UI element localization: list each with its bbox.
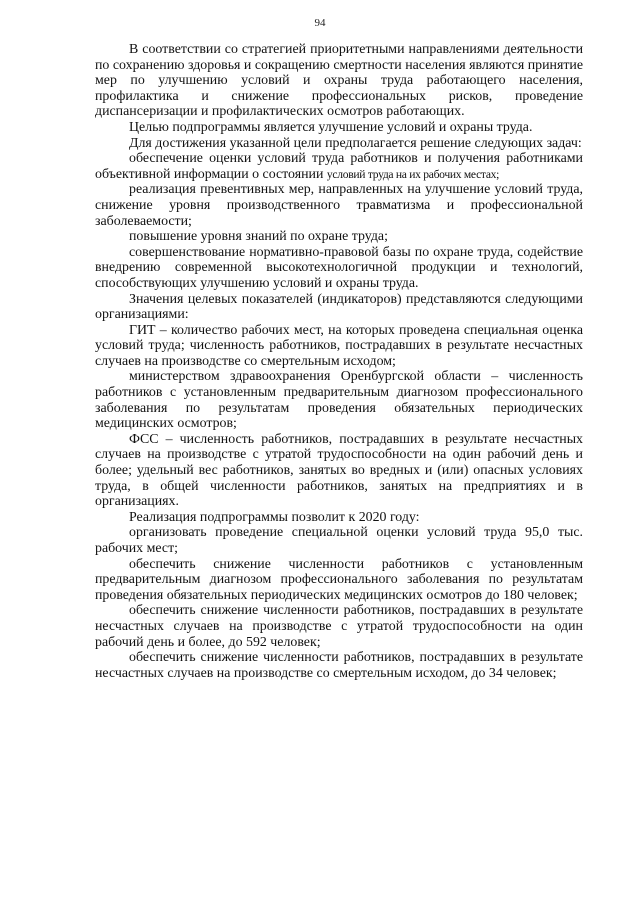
task-assessment-text: обеспечение оценки условий труда работников и получения работниками объективной информации о состоянии xyxy=(95,151,583,182)
result-disability-accidents: обеспечить снижение численности работников, пострадавших в результате несчастных случаев на производстве с утратой трудоспособности на один рабочий день и более, до 592 человек; xyxy=(95,603,583,650)
paragraph-indicators-intro: Значения целевых показателей (индикаторов) представляются следующими организациями: xyxy=(95,291,583,323)
indicator-fss: ФСС – численность работников, пострадавших в результате несчастных случаев на производстве с утратой трудоспособности на один рабочий день и более; удельный вес работников, занятых во вредных и (или) опасных условиях труда, в общей численности работников, занятых на предприятиях и в организациях. xyxy=(95,431,583,510)
body-text xyxy=(95,42,583,681)
result-occupational-disease: обеспечить снижение численности работников с установленным предварительным диагнозом профессионального заболевания по результатам проведения обязательных периодических медицинских осмотров до 180 человек; xyxy=(95,556,583,603)
paragraph-tasks-intro: Для достижения указанной цели предполагается решение следующих задач: xyxy=(129,135,582,151)
indicator-git: ГИТ – количество рабочих мест, на которых проведена специальная оценка условий труда; численность работников, пострадавших в результате несчастных случаев на производстве со смертельным исходом; xyxy=(95,322,583,369)
result-fatal-accidents: обеспечить снижение численности работников, пострадавших в результате несчастных случаев на производстве со смертельным исходом, до 34 человек; xyxy=(95,650,583,681)
indicator-health-ministry: министерством здравоохранения Оренбургской области – численность работников с установленным предварительным диагнозом профессионального заболевания по результатам проведения обязательных периодических медицинских осмотров; xyxy=(95,369,583,432)
task-knowledge: повышение уровня знаний по охране труда; xyxy=(129,229,388,245)
task-assessment xyxy=(95,151,583,182)
task-assessment-condensed: условий труда на их рабочих местах; xyxy=(326,167,500,181)
paragraph-strategy: В соответствии со стратегией приоритетными направлениями деятельности по сохранению здоровья и сокращению смертности населения являются принятие мер по улучшению условий и охраны труда работающего населения, профилактика и снижение профессиональных рисков, проведение диспансеризации и профилактических осмотров работающих. xyxy=(95,42,583,120)
paragraph-results-intro: Реализация подпрограммы позволит к 2020 году: xyxy=(129,509,420,525)
page-number: 94 xyxy=(314,17,326,29)
result-special-assessment: организовать проведение специальной оценки условий труда 95,0 тыс. рабочих мест; xyxy=(95,525,583,556)
paragraph-goal: Целью подпрограммы является улучшение условий и охраны труда. xyxy=(129,119,533,135)
task-preventive-measures: реализация превентивных мер, направленных на улучшение условий труда, снижение уровня производственного травматизма и профессиональной заболеваемости; xyxy=(95,182,583,229)
task-regulatory-base: совершенствование нормативно-правовой базы по охране труда, содействие внедрению современной высокотехнологичной продукции и технологий, способствующих улучшению условий и охраны труда. xyxy=(95,244,583,291)
